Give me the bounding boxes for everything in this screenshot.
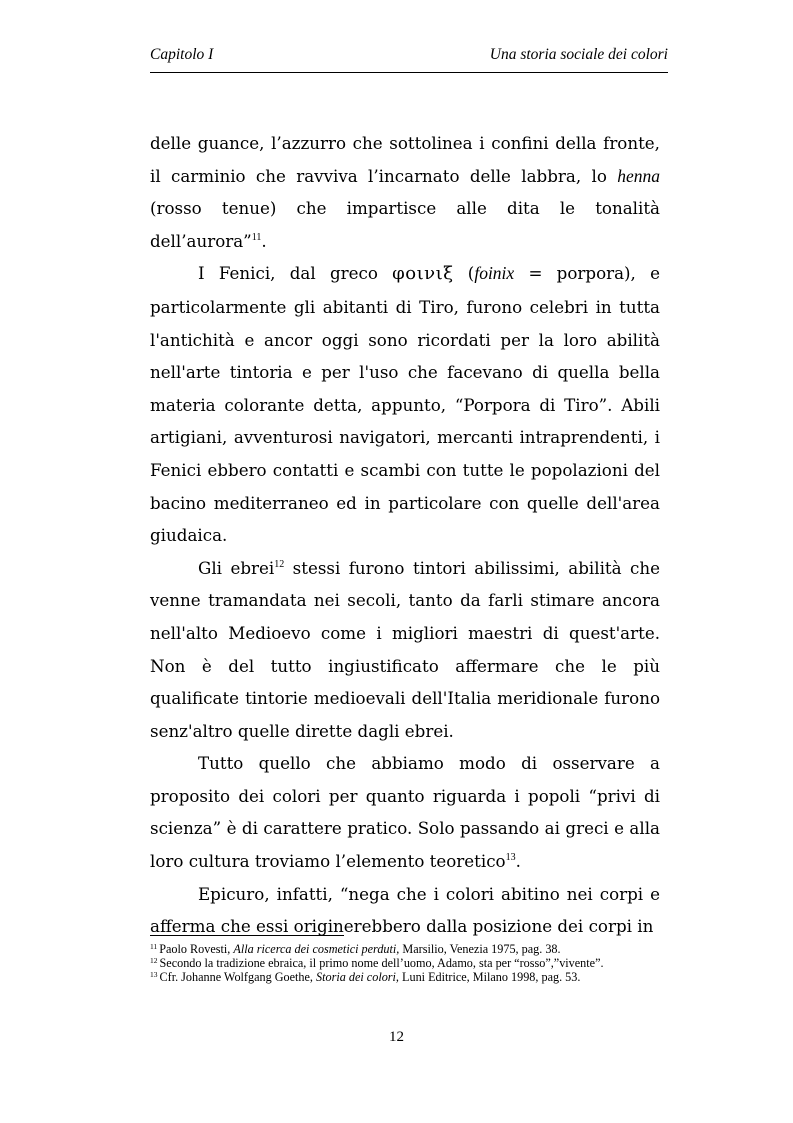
footnote-rule	[150, 935, 344, 936]
paragraph-1-text-a: delle guance, l’azzurro che sottolinea i confini della fronte, il carminio che ravviva l’incarnato delle labbra, lo	[150, 133, 660, 186]
paragraph-4-text-a: Tutto quello che abbiamo modo di osservare a proposito dei colori per quanto riguarda i popoli “privi di scienza” è di carattere pratico. Solo passando ai greci e alla loro cultura troviamo l’elemento teoretico	[150, 753, 660, 872]
footnote-text: Paolo Rovesti,	[159, 942, 234, 956]
paragraph-1	[150, 127, 660, 257]
term-foinix: foinix	[474, 263, 515, 284]
paragraph-1-text-b: (rosso tenue) che impartisce alle dita le tonalità dell’aurora”	[150, 198, 660, 251]
paragraph-3-text-b: stessi furono tintori abilissimi, abilità che venne tramandata nei secoli, tanto da farli stimare ancora nell'alto Medioevo come i migliori maestri di quest'arte. Non è del tutto ingiustificato affermare che le più qualificate tintorie medioevali dell'Italia meridionale furono senz'altro quelle dirette dagli ebrei.	[150, 557, 661, 741]
paragraph-5-text: Epicuro, infatti, “nega che i colori abitino nei corpi e afferma che essi originerebbero dalla posizione dei corpi in	[150, 883, 660, 937]
footnote-text: Marsilio, Venezia 1975, pag. 38.	[399, 942, 561, 956]
footnote-text: Luni Editrice, Milano 1998, pag. 53.	[398, 970, 581, 984]
paragraph-2-text-b: (	[453, 263, 475, 284]
term-henna: henna	[617, 165, 660, 186]
header-rule	[150, 72, 668, 73]
footnote-title: Storia dei colori,	[316, 970, 399, 984]
footnote-title: Alla ricerca dei cosmetici perduti,	[233, 942, 400, 956]
footnote-number: 12	[150, 956, 158, 965]
paragraph-2	[150, 257, 660, 551]
paragraph-4-text-b: .	[515, 851, 521, 872]
footnote-13	[150, 970, 670, 984]
greek-word: φοινιξ	[392, 263, 454, 285]
paragraph-4	[150, 747, 660, 877]
running-header	[150, 46, 668, 70]
paragraph-2-text-a: I Fenici, dal greco	[198, 263, 393, 284]
footnotes	[150, 942, 670, 984]
footnote-12	[150, 956, 670, 970]
footnote-number: 13	[150, 970, 158, 979]
paragraph-5	[150, 878, 660, 943]
footnote-number: 11	[150, 942, 158, 951]
footnote-text: Secondo la tradizione ebraica, il primo nome dell’uomo, Adamo, sta per “rosso”,”vivente”.	[159, 956, 604, 970]
paragraph-3-text-a: Gli ebrei	[198, 557, 275, 578]
chapter-label: Capitolo I	[150, 46, 214, 63]
paragraph-1-text-c: .	[261, 230, 267, 251]
footnote-text: Cfr. Johanne Wolfgang Goethe,	[159, 970, 317, 984]
paragraph-3	[150, 552, 660, 748]
footnote-ref-13[interactable]: 13	[505, 852, 516, 864]
paragraph-2-text-c: = porpora), e particolarmente gli abitanti di Tiro, furono celebri in tutta l'antichità e ancor oggi sono ricordati per la loro abilità nell'arte tintoria e per l'uso che facevano di quella bella materia colorante detta, appunto, “Porpora di Tiro”. Abili artigiani, avventurosi navigatori, mercanti intraprendenti, i Fenici ebbero contatti e scambi con tutte le popolazioni del bacino mediterraneo ed in particolare con quelle dell'area giudaica.	[150, 263, 660, 546]
footnote-ref-11[interactable]: 11	[251, 231, 262, 243]
chapter-title: Una storia sociale dei colori	[489, 46, 668, 63]
footnote-11	[150, 942, 670, 956]
footnote-ref-12[interactable]: 12	[274, 558, 285, 570]
body-text	[150, 127, 660, 943]
page-number: 12	[389, 1029, 404, 1045]
